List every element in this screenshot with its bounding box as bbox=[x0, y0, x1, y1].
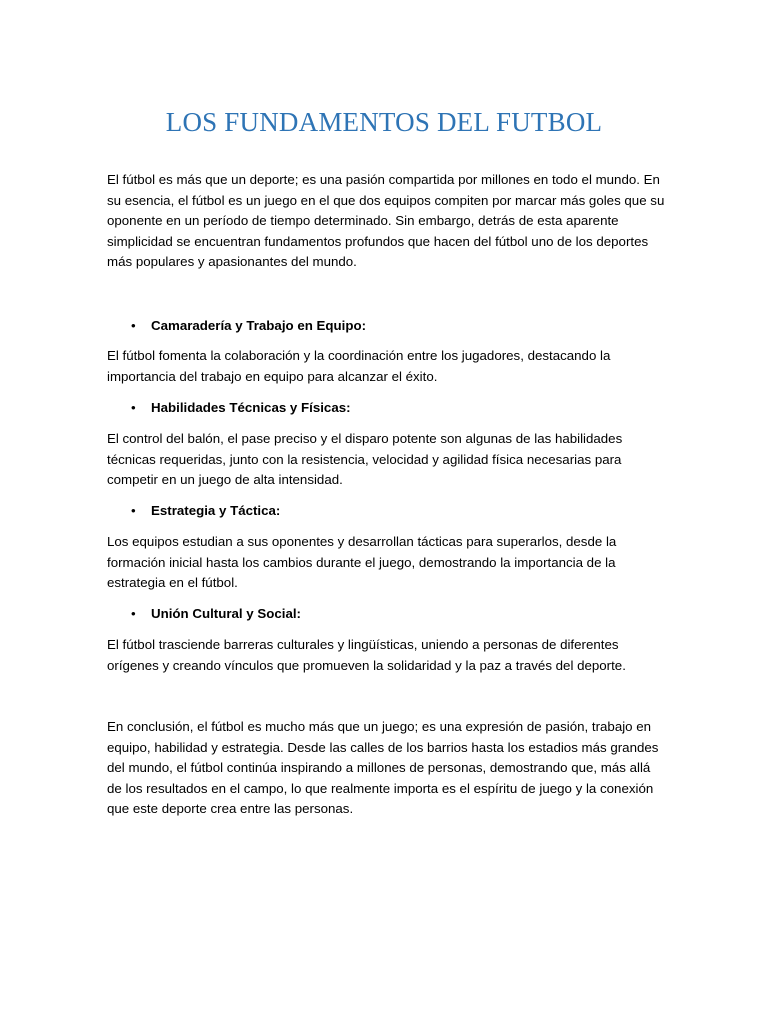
section-body-habilidades: El control del balón, el pase preciso y el disparo potente son algunas de las habilidades técnicas requeridas, junto con la resistencia, velocidad y agilidad física necesarias para competir en un juego de alta intensidad. bbox=[107, 431, 623, 488]
bullet-icon: • bbox=[131, 400, 136, 415]
section-heading-label: Estrategia y Táctica: bbox=[151, 503, 281, 518]
intro-paragraph: El fútbol es más que un deporte; es una pasión compartida por millones en todo el mundo. En su esencia, el fútbol es un juego en el que dos equipos compiten por marcar más goles que su oponente en un período de tiempo determinado. Sin embargo, detrás de esta aparente simplicidad se encuentran fundamentos profundos que hacen del fútbol uno de los deportes más populares y apasionantes del mundo. bbox=[107, 172, 665, 270]
document-title: LOS FUNDAMENTOS DEL FUTBOL bbox=[165, 107, 603, 137]
section-body-camaraderia: El fútbol fomenta la colaboración y la coordinación entre los jugadores, destacando la importancia del trabajo en equipo para alcanzar el éxito. bbox=[107, 348, 611, 384]
section-heading-label: Unión Cultural y Social: bbox=[151, 606, 301, 621]
bullet-icon: • bbox=[131, 318, 136, 333]
bullet-icon: • bbox=[131, 503, 136, 518]
section-body-estrategia: Los equipos estudian a sus oponentes y desarrollan tácticas para superarlos, desde la formación inicial hasta los cambios durante el juego, demostrando la importancia de la estrategia en el fútbol. bbox=[107, 534, 617, 591]
section-body-union: El fútbol trasciende barreras culturales y lingüísticas, uniendo a personas de diferentes orígenes y creando vínculos que promueven la solidaridad y la paz a través del deporte. bbox=[107, 637, 626, 673]
bullet-icon: • bbox=[131, 606, 136, 621]
section-heading-label: Habilidades Técnicas y Físicas: bbox=[151, 400, 351, 415]
section-heading-label: Camaradería y Trabajo en Equipo: bbox=[151, 318, 367, 333]
conclusion-paragraph: En conclusión, el fútbol es mucho más que un juego; es una expresión de pasión, trabajo en equipo, habilidad y estrategia. Desde las calles de los barrios hasta los estadios más grandes del mundo, el fútbol continúa inspirando a millones de personas, demostrando que, más allá de los resultados en el campo, lo que realmente importa es el espíritu de juego y la conexión que este deporte crea entre las personas. bbox=[107, 719, 659, 817]
